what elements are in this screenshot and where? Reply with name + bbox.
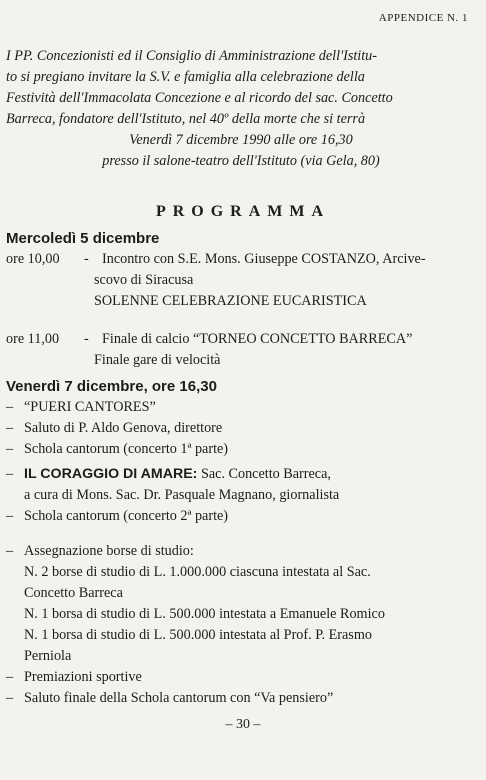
program-item: – Schola cantorum (concerto 1ª parte) (6, 439, 480, 460)
program-item: – Premiazioni sportive (6, 667, 480, 688)
item-text-cont: scovo di Siracusa (94, 272, 194, 288)
intro-line: Barreca, fondatore dell'Istituto, nel 40º della morte che si terrà (6, 111, 366, 127)
intro-venue-line: presso il salone-teatro dell'Istituto (via Gela, 80) (102, 153, 380, 169)
borse-line: N. 2 borse di studio di L. 1.000.000 ciascuna intestata al Sac. (24, 564, 371, 580)
intro-line: Festività dell'Immacolata Concezione e al ricordo del sac. Concetto (6, 90, 393, 106)
appendix-label: APPENDICE N. 1 (378, 12, 468, 24)
item-text-cont: SOLENNE CELEBRAZIONE EUCARISTICA (94, 293, 367, 309)
program-item: – Saluto finale della Schola cantorum con “Va pensiero” (6, 688, 480, 709)
intro-date-line: Venerdì 7 dicembre 1990 alle ore 16,30 (129, 132, 353, 148)
dash-bullet-icon: – (6, 420, 14, 436)
borse-line: N. 1 borsa di studio di L. 500.000 intestata al Prof. P. Erasmo (24, 627, 372, 643)
day1-item2 (6, 329, 480, 350)
borse-line: Concetto Barreca (24, 585, 123, 601)
page-number: – 30 – (225, 717, 261, 732)
day1-heading: Mercoledì 5 dicembre (6, 230, 160, 247)
item-text: Incontro con S.E. Mons. Giuseppe COSTANZO, Arcive- (102, 251, 426, 267)
dash-bullet-icon: – (6, 399, 14, 415)
program-item-borse: – Assegnazione borse di studio: (6, 541, 480, 562)
program-item: – Saluto di P. Aldo Genova, direttore (6, 418, 480, 439)
item-dash: - (84, 331, 89, 347)
programma-title: PROGRAMMA (155, 203, 331, 220)
day1-item1 (6, 249, 480, 270)
dash-bullet-icon: – (6, 508, 14, 524)
dash-bullet-icon: – (6, 690, 14, 706)
dash-bullet-icon: – (6, 543, 14, 559)
item-time: ore 11,00 (6, 331, 60, 347)
intro-line: to si pregiano invitare la S.V. e famiglia alla celebrazione della (6, 69, 365, 85)
dash-bullet-icon: – (6, 669, 14, 685)
item-text-cont: a cura di Mons. Sac. Dr. Pasquale Magnano, giornalista (24, 487, 340, 503)
day1-section (6, 228, 480, 371)
item-dash: - (84, 251, 89, 267)
program-item-coraggio: – IL CORAGGIO DI AMARE: Sac. Concetto Barreca, (6, 464, 480, 485)
program-item: – Schola cantorum (concerto 2ª parte) (6, 506, 480, 527)
item-text-cont: Finale gare di velocità (94, 352, 221, 368)
day2-section (6, 376, 480, 709)
borse-line: Perniola (24, 648, 72, 664)
invitation-text (6, 46, 476, 172)
dash-bullet-icon: – (6, 441, 14, 457)
intro-line: I PP. Concezionisti ed il Consiglio di Amministrazione dell'Istitu- (6, 48, 377, 64)
program-item: – “PUERI CANTORES” (6, 397, 480, 418)
day2-heading: Venerdì 7 dicembre, ore 16,30 (6, 378, 217, 395)
dash-bullet-icon: – (6, 466, 14, 482)
borse-line: N. 1 borsa di studio di L. 500.000 intestata a Emanuele Romico (24, 606, 385, 622)
item-text: Finale di calcio “TORNEO CONCETTO BARRECA” (102, 331, 413, 347)
item-time: ore 10,00 (6, 251, 60, 267)
